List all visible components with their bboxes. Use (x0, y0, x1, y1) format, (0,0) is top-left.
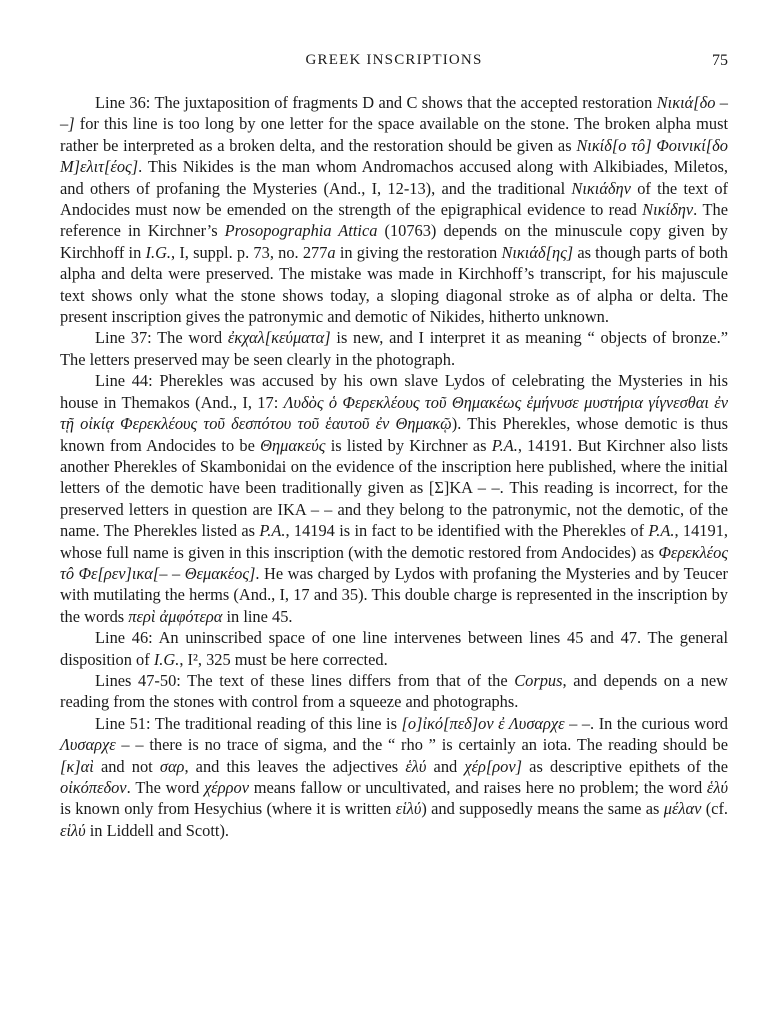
text-run: and (426, 756, 465, 776)
text-run: for this line is too long by one letter for the space available on the stone. The broken alpha must rather be interpreted as a broken delta, and the restoration should be given as (60, 114, 728, 155)
text-run: of the text of Andocides must now be emended on the strength of the epigraphical evidence to read (60, 178, 728, 220)
text-run: is new, and I interpret it as meaning “ objects of bronze.” The letters preserved may be seen clearly in the photograph. (60, 328, 728, 369)
italic-text: P.A. (259, 521, 286, 541)
greek-text: Φερεκλέος τô Φε[ρεν]ικα[– – Θεμακέος] (60, 542, 728, 583)
italic-text: P.A. (491, 435, 518, 455)
text-run: ) and supposedly means the same as (421, 799, 664, 819)
text-run: (10763) depends on the minuscule copy given by Kirchhoff in (60, 221, 728, 262)
greek-text: Λυδὸς ὁ Φερεκλέους τοῦ Θημακέως ἐμήνυσε μυστήρια γίγνεσθαι ἐν τῇ οἰκίᾳ Φερεκλέους τοῦ δεσπότου τοῦ ἑαυτοῦ ἐν Θημακῷ (60, 392, 728, 434)
greek-text: ἑλύ (405, 756, 427, 776)
greek-text: χέρρον (204, 778, 249, 797)
page (60, 52, 728, 841)
text-run: . The reference in Kirchner’s (60, 200, 728, 241)
greek-text: Λυσαρχε – – (60, 735, 144, 755)
greek-text: Νικίδ[ο τô] Φοινικί[δο Μ]ελιτ[έος] (60, 135, 728, 177)
greek-text: Νικιά[δο – –] (60, 93, 728, 134)
greek-text: ἑλύ (706, 778, 729, 797)
text-run: , 14194 is in fact to be identified with the Pherekles of (285, 521, 649, 541)
text-run: as though parts of both alpha and delta were preserved. The mistake was made in Kirchhoff’s transcript, for his majuscule text shows only what the stone shows today, a sloping diagonal stroke as of alpha or delta. The present inscription gives the patronymic and demotic of Nikides, hitherto unknown. (60, 242, 729, 327)
text-run: as descriptive epithets of the (522, 756, 728, 776)
text-run: in Liddell and Scott). (85, 820, 230, 840)
text-run: is listed by Kirchner as (325, 435, 492, 455)
italic-text: Prosopographia Attica (224, 221, 378, 241)
text-run: ). This Pherekles, whose demotic is thus known from Andocides to be (60, 414, 728, 455)
text-run: and not (93, 756, 160, 776)
greek-text: εἱλύ (60, 820, 86, 840)
text-run: Line 46: An uninscribed space of one line intervenes between lines 45 and 47. The general disposition of (60, 628, 728, 669)
text-run: Line 37: The word (95, 328, 228, 348)
text-run: . The word (126, 778, 205, 797)
paragraph (60, 627, 728, 670)
text-run: , 14191, whose full name is given in this inscription (with the demotic restored from Andocides) as (60, 521, 728, 562)
paragraph (60, 713, 728, 841)
greek-text: [κ]αὶ (60, 756, 94, 776)
text-run: Line 44: Pherekles was accused by his own slave Lydos of celebrating the Mysteries in his house in Themakos (And., I, 17: (60, 371, 728, 412)
greek-text: περὶ ἀμφότερα (128, 606, 223, 626)
text-run: is known only from Hesychius (where it is written (60, 799, 396, 819)
text-run: , and depends on a new reading from the stones with control from a squeeze and photographs. (60, 670, 729, 712)
italic-text: P.A. (648, 521, 675, 541)
greek-text: [ο]ἰκό[πεδ]ον ἐ Λυσαρχε – – (401, 713, 591, 733)
greek-text: Νικίδην (642, 200, 694, 220)
running-head: GREEK INSCRIPTIONS (305, 52, 483, 68)
text-run: , I, suppl. p. 73, no. 277 (171, 242, 328, 262)
page-header (60, 52, 728, 78)
greek-text: μέλαν (663, 799, 702, 819)
greek-text: Νικιάδ[ης] (501, 242, 574, 262)
text-run: in line 45. (222, 606, 293, 626)
text-run: in giving the restoration (335, 242, 502, 262)
italic-text: a (327, 242, 336, 262)
text-run: , and this leaves the adjectives (184, 756, 406, 776)
paragraph (60, 327, 728, 370)
text-run: . He was charged by Lydos with profaning the Mysteries and by Teucer with mutilating the herms (And., I, 17 and 35). This double charge is represented in the inscription by the words (60, 563, 728, 626)
text-run: . This Nikides is the man whom Andromachos accused along with Alkibiades, Miletos, and others of profaning the Mysteries (And., I, 12-13), and the traditional (60, 157, 728, 198)
paragraph (60, 92, 728, 327)
text-run: , 14191. But Kirchner also lists another Pherekles of Skambonidai on the evidence of the inscription here published, where the initial letters of the demotic have been traditionally given as [Σ]ΚΑ – –. This reading is incorrect, for the preserved letters in question are ΙΚΑ – – and they belong to the patronymic, not the demotic, of the name. The Pherekles listed as (60, 435, 729, 541)
paragraph (60, 370, 728, 627)
greek-text: σαρ (159, 756, 185, 776)
text-run: Lines 47-50: The text of these lines differs from that of the (95, 670, 515, 690)
paragraph (60, 670, 728, 713)
text-run: Line 36: The juxtaposition of fragments D and C shows that the accepted restoration (95, 93, 657, 112)
text-run: Line 51: The traditional reading of this line is (95, 713, 402, 733)
italic-text: I.G. (145, 242, 172, 262)
greek-text: Νικιάδην (571, 178, 631, 198)
greek-text: Θημακεύς (260, 435, 326, 455)
body-text (60, 92, 728, 841)
greek-text: οἰκόπεδον (60, 778, 127, 797)
italic-text: I.G. (153, 649, 180, 669)
text-run: (cf. (701, 799, 729, 819)
greek-text: εἱλύ (395, 799, 422, 819)
greek-text: χέρ[ρον] (464, 756, 523, 776)
text-run: . In the curious word (590, 713, 728, 733)
text-run: means fallow or uncultivated, and raises here no problem; the word (248, 778, 707, 797)
page-number: 75 (712, 52, 728, 69)
text-run: there is no trace of sigma, and the “ rho ” is certainly an iota. The reading should be (143, 735, 728, 755)
italic-text: Corpus (514, 670, 563, 690)
text-run: , I², 325 must be here corrected. (179, 649, 388, 669)
greek-text: ἐκχαλ[κεύματα] (227, 328, 331, 348)
